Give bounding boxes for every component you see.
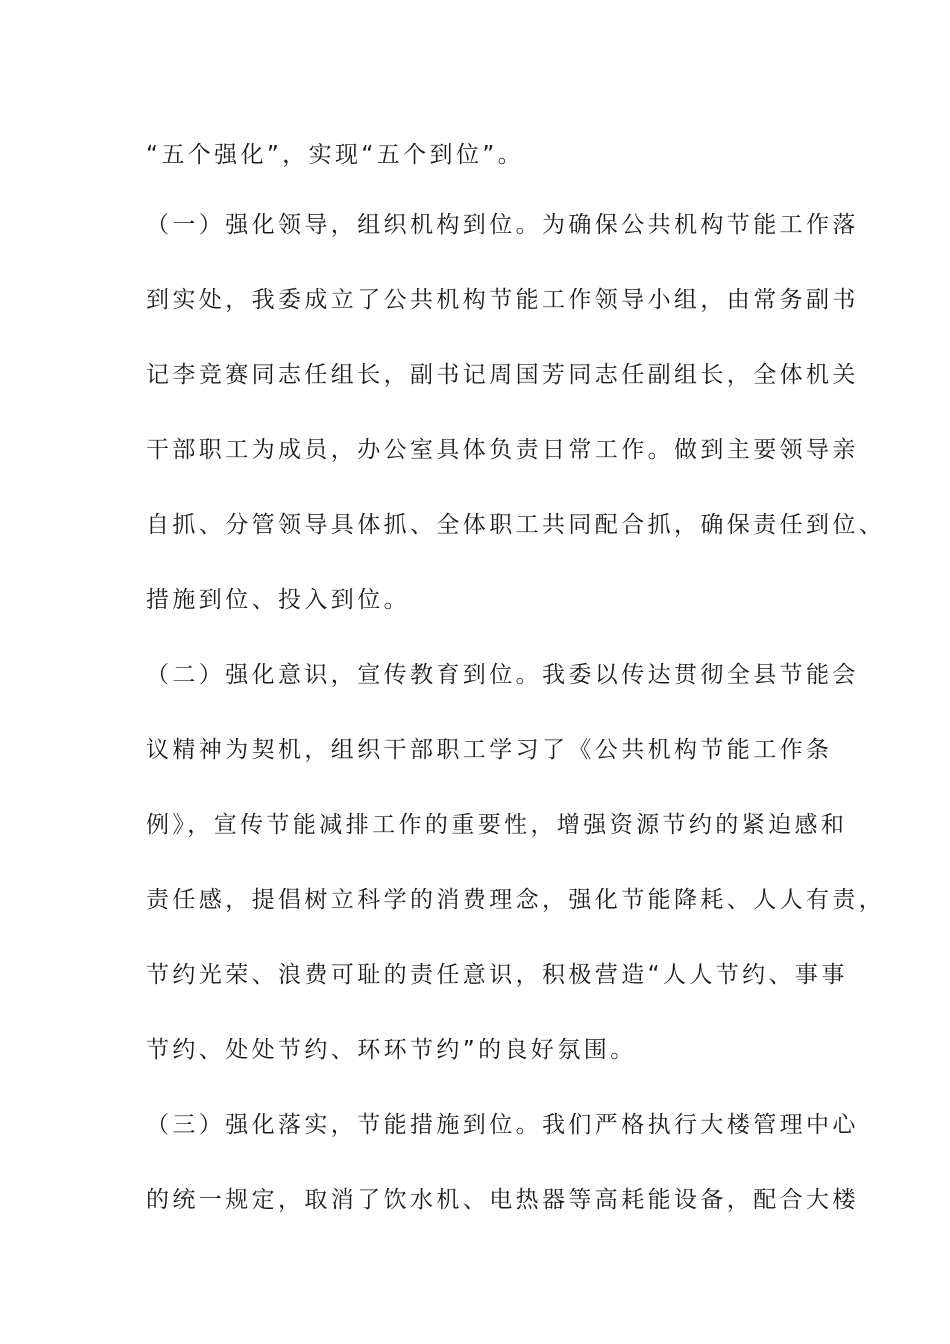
text-line: 干部职工为成员，办公室具体负责日常工作。做到主要领导亲 <box>146 437 859 463</box>
text-line: （一）强化领导，组织机构到位。为确保公共机构节能工作落 <box>146 212 859 238</box>
text-line: 议精神为契机，组织干部职工学习了《公共机构节能工作条 <box>146 737 833 763</box>
text-line: 责任感，提倡树立科学的消费理念，强化节能降耗、人人有责， <box>146 887 886 913</box>
text-line: 到实处，我委成立了公共机构节能工作领导小组，由常务副书 <box>146 287 859 313</box>
text-line: 例》，宣传节能减排工作的重要性，增强资源节约的紧迫感和 <box>146 812 848 838</box>
text-line: 措施到位、投入到位。 <box>146 587 410 613</box>
text-line: “五个强化”，实现“五个到位”。 <box>146 142 525 168</box>
text-line: 的统一规定，取消了饮水机、电热器等高耗能设备，配合大楼 <box>146 1187 859 1213</box>
text-line: （三）强化落实，节能措施到位。我们严格执行大楼管理中心 <box>146 1112 859 1138</box>
text-line: 节约、处处节约、环环节约”的良好氛围。 <box>146 1037 637 1063</box>
text-line: 节约光荣、浪费可耻的责任意识，积极营造“人人节约、事事 <box>146 962 848 988</box>
text-line: 自抓、分管领导具体抓、全体职工共同配合抓，确保责任到位、 <box>146 512 886 538</box>
text-line: （二）强化意识，宣传教育到位。我委以传达贯彻全县节能会 <box>146 662 859 688</box>
text-line: 记李竞赛同志任组长，副书记周国芳同志任副组长，全体机关 <box>146 362 859 388</box>
